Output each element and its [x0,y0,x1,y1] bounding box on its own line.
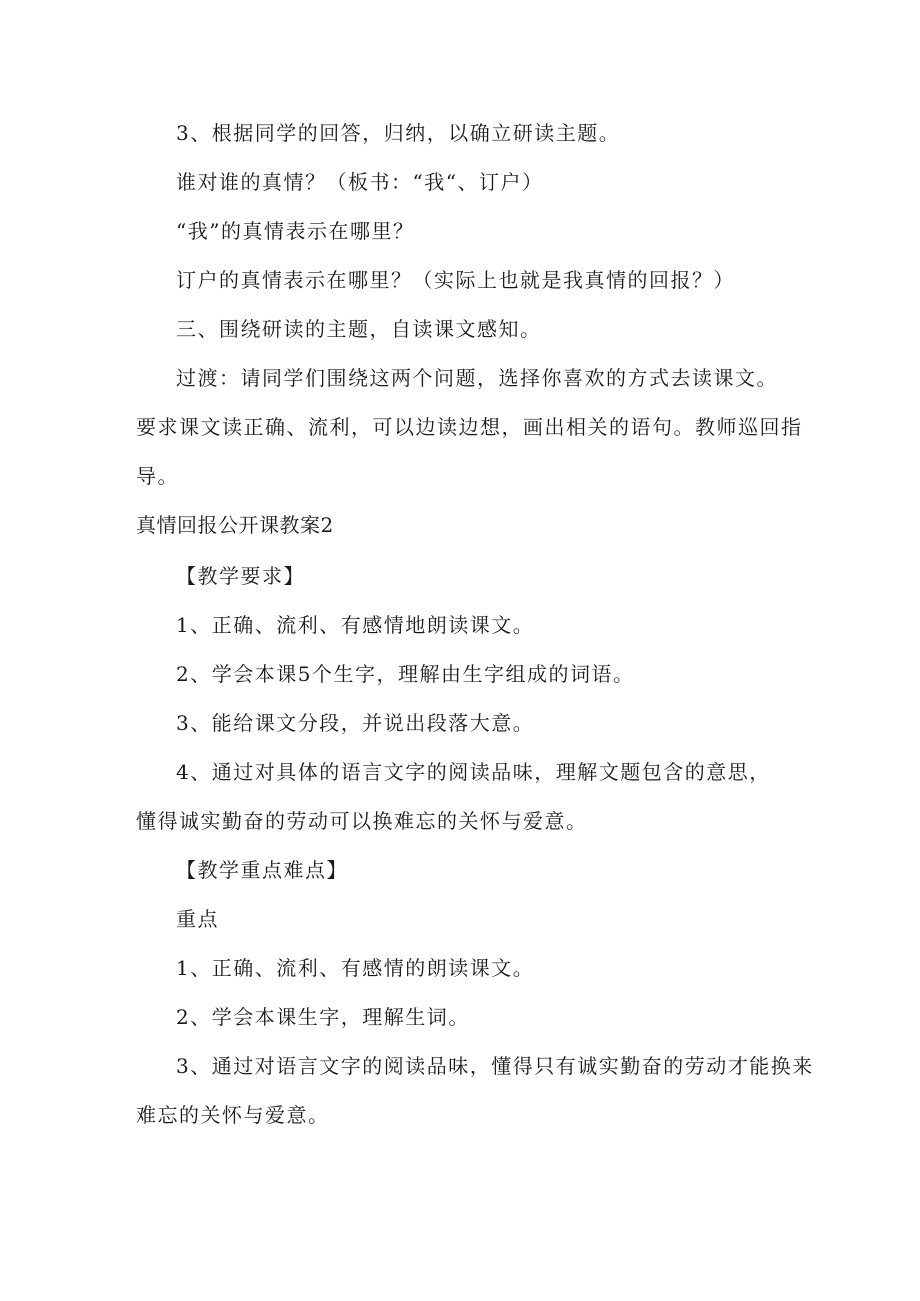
paragraph-line: 4、通过对具体的语言文字的阅读品味，理解文题包含的意思， [176,760,771,784]
paragraph-line: 3、根据同学的回答，归纳，以确立研读主题。 [176,121,621,145]
section-heading: 【教学要求】 [176,564,305,588]
paragraph-line: 过渡：请同学们围绕这两个问题，选择你喜欢的方式去读课文。 [176,366,778,390]
paragraph-line: 1、正确、流利、有感情地朗读课文。 [176,613,535,637]
paragraph-line: 三、围绕研读的主题，自读课文感知。 [176,317,542,341]
paragraph-line: 3、通过对语言文字的阅读品味，懂得只有诚实勤奋的劳动才能换来 [176,1054,814,1078]
paragraph-line: 导。 [136,464,179,488]
section-heading: 【教学重点难点】 [176,858,348,882]
paragraph-line: 难忘的关怀与爱意。 [136,1103,330,1127]
paragraph-line: 3、能给课文分段，并说出段落大意。 [176,711,535,735]
paragraph-line: 要求课文读正确、流利，可以边读边想，画出相关的语句。教师巡回指 [136,415,803,439]
paragraph-line: 1、正确、流利、有感情的朗读课文。 [176,956,535,980]
section-title: 真情回报公开课教案2 [136,513,334,537]
paragraph-line: “我”的真情表示在哪里？ [176,219,415,243]
paragraph-line: 2、学会本课生字，理解生词。 [176,1005,470,1029]
paragraph-line: 谁对谁的真情？（板书：“我“、订户） [176,170,544,194]
paragraph-line: 重点 [176,907,219,931]
paragraph-line: 订户的真情表示在哪里？（实际上也就是我真情的回报？） [176,268,735,292]
paragraph-line: 2、学会本课5个生字，理解由生字组成的词语。 [176,662,635,686]
paragraph-line: 懂得诚实勤奋的劳动可以换难忘的关怀与爱意。 [136,809,588,833]
